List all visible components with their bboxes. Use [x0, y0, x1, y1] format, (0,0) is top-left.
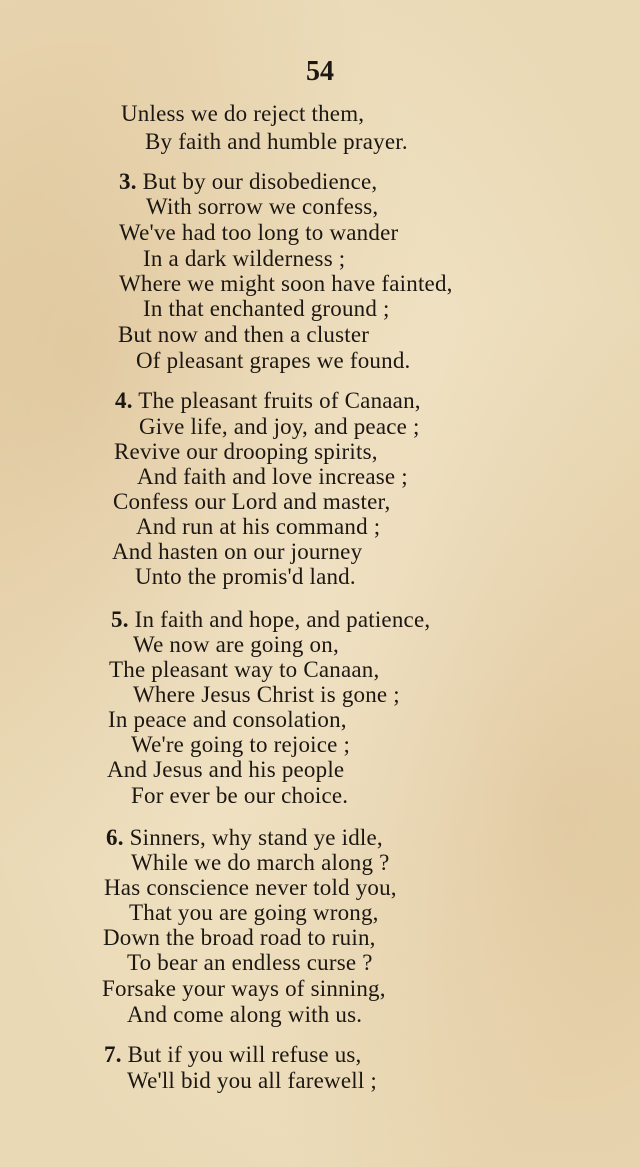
verse-line: In peace and consolation,	[108, 707, 347, 732]
verse-line: That you are going wrong,	[129, 900, 379, 925]
verse-line: To bear an endless curse ?	[127, 950, 373, 975]
verse-line: With sorrow we confess,	[146, 194, 379, 219]
verse-line: In that enchanted ground ;	[143, 296, 390, 321]
verse-line: For ever be our choice.	[131, 783, 349, 808]
verse-line: And come along with us.	[127, 1002, 363, 1027]
verse-line: Where we might soon have fainted,	[119, 271, 453, 296]
stanza-4-first-line	[115, 388, 421, 414]
verse-line: We now are going on,	[133, 632, 339, 657]
verse-line: We're going to rejoice ;	[131, 732, 351, 757]
stanza-6-first-line	[106, 825, 383, 851]
verse-line: In a dark wilderness ;	[143, 246, 346, 271]
verse-line: In faith and hope, and patience,	[134, 607, 431, 632]
verse-line: The pleasant way to Canaan,	[109, 657, 380, 682]
verse-line: While we do march along ?	[131, 850, 390, 875]
verse-line: By faith and humble prayer.	[145, 129, 408, 154]
verse-number: 6.	[106, 825, 124, 850]
stanza-7-first-line	[104, 1042, 362, 1068]
verse-line: Confess our Lord and master,	[113, 489, 391, 514]
verse-number: 4.	[115, 388, 133, 413]
verse-line: Where Jesus Christ is gone ;	[133, 682, 400, 707]
verse-line: Sinners, why stand ye idle,	[129, 825, 383, 850]
verse-line: Unto the promis'd land.	[135, 564, 356, 589]
verse-line: Give life, and joy, and peace ;	[139, 414, 420, 439]
verse-line: We'll bid you all farewell ;	[127, 1068, 377, 1093]
verse-line: Has conscience never told you,	[104, 875, 397, 900]
verse-line: And faith and love increase ;	[137, 464, 408, 489]
page-number: 54	[306, 56, 334, 87]
verse-line: The pleasant fruits of Canaan,	[138, 388, 421, 413]
verse-line: Down the broad road to ruin,	[103, 925, 376, 950]
verse-line: And hasten on our journey	[112, 539, 363, 564]
verse-line: But if you will refuse us,	[127, 1042, 362, 1067]
verse-number: 3.	[119, 169, 137, 194]
verse-line: But by our disobedience,	[142, 169, 378, 194]
verse-line: But now and then a cluster	[118, 322, 370, 347]
verse-number: 5.	[111, 607, 129, 632]
verse-number: 7.	[104, 1042, 122, 1067]
verse-line: Unless we do reject them,	[121, 101, 365, 126]
verse-line: Forsake your ways of sinning,	[102, 976, 386, 1001]
stanza-5-first-line	[111, 607, 430, 633]
verse-line: Of pleasant grapes we found.	[136, 348, 411, 373]
stanza-3-first-line	[119, 169, 377, 195]
verse-line: Revive our drooping spirits,	[114, 439, 378, 464]
verse-line: And run at his command ;	[136, 514, 381, 539]
verse-line: We've had too long to wander	[119, 220, 399, 245]
verse-line: And Jesus and his people	[107, 757, 345, 782]
